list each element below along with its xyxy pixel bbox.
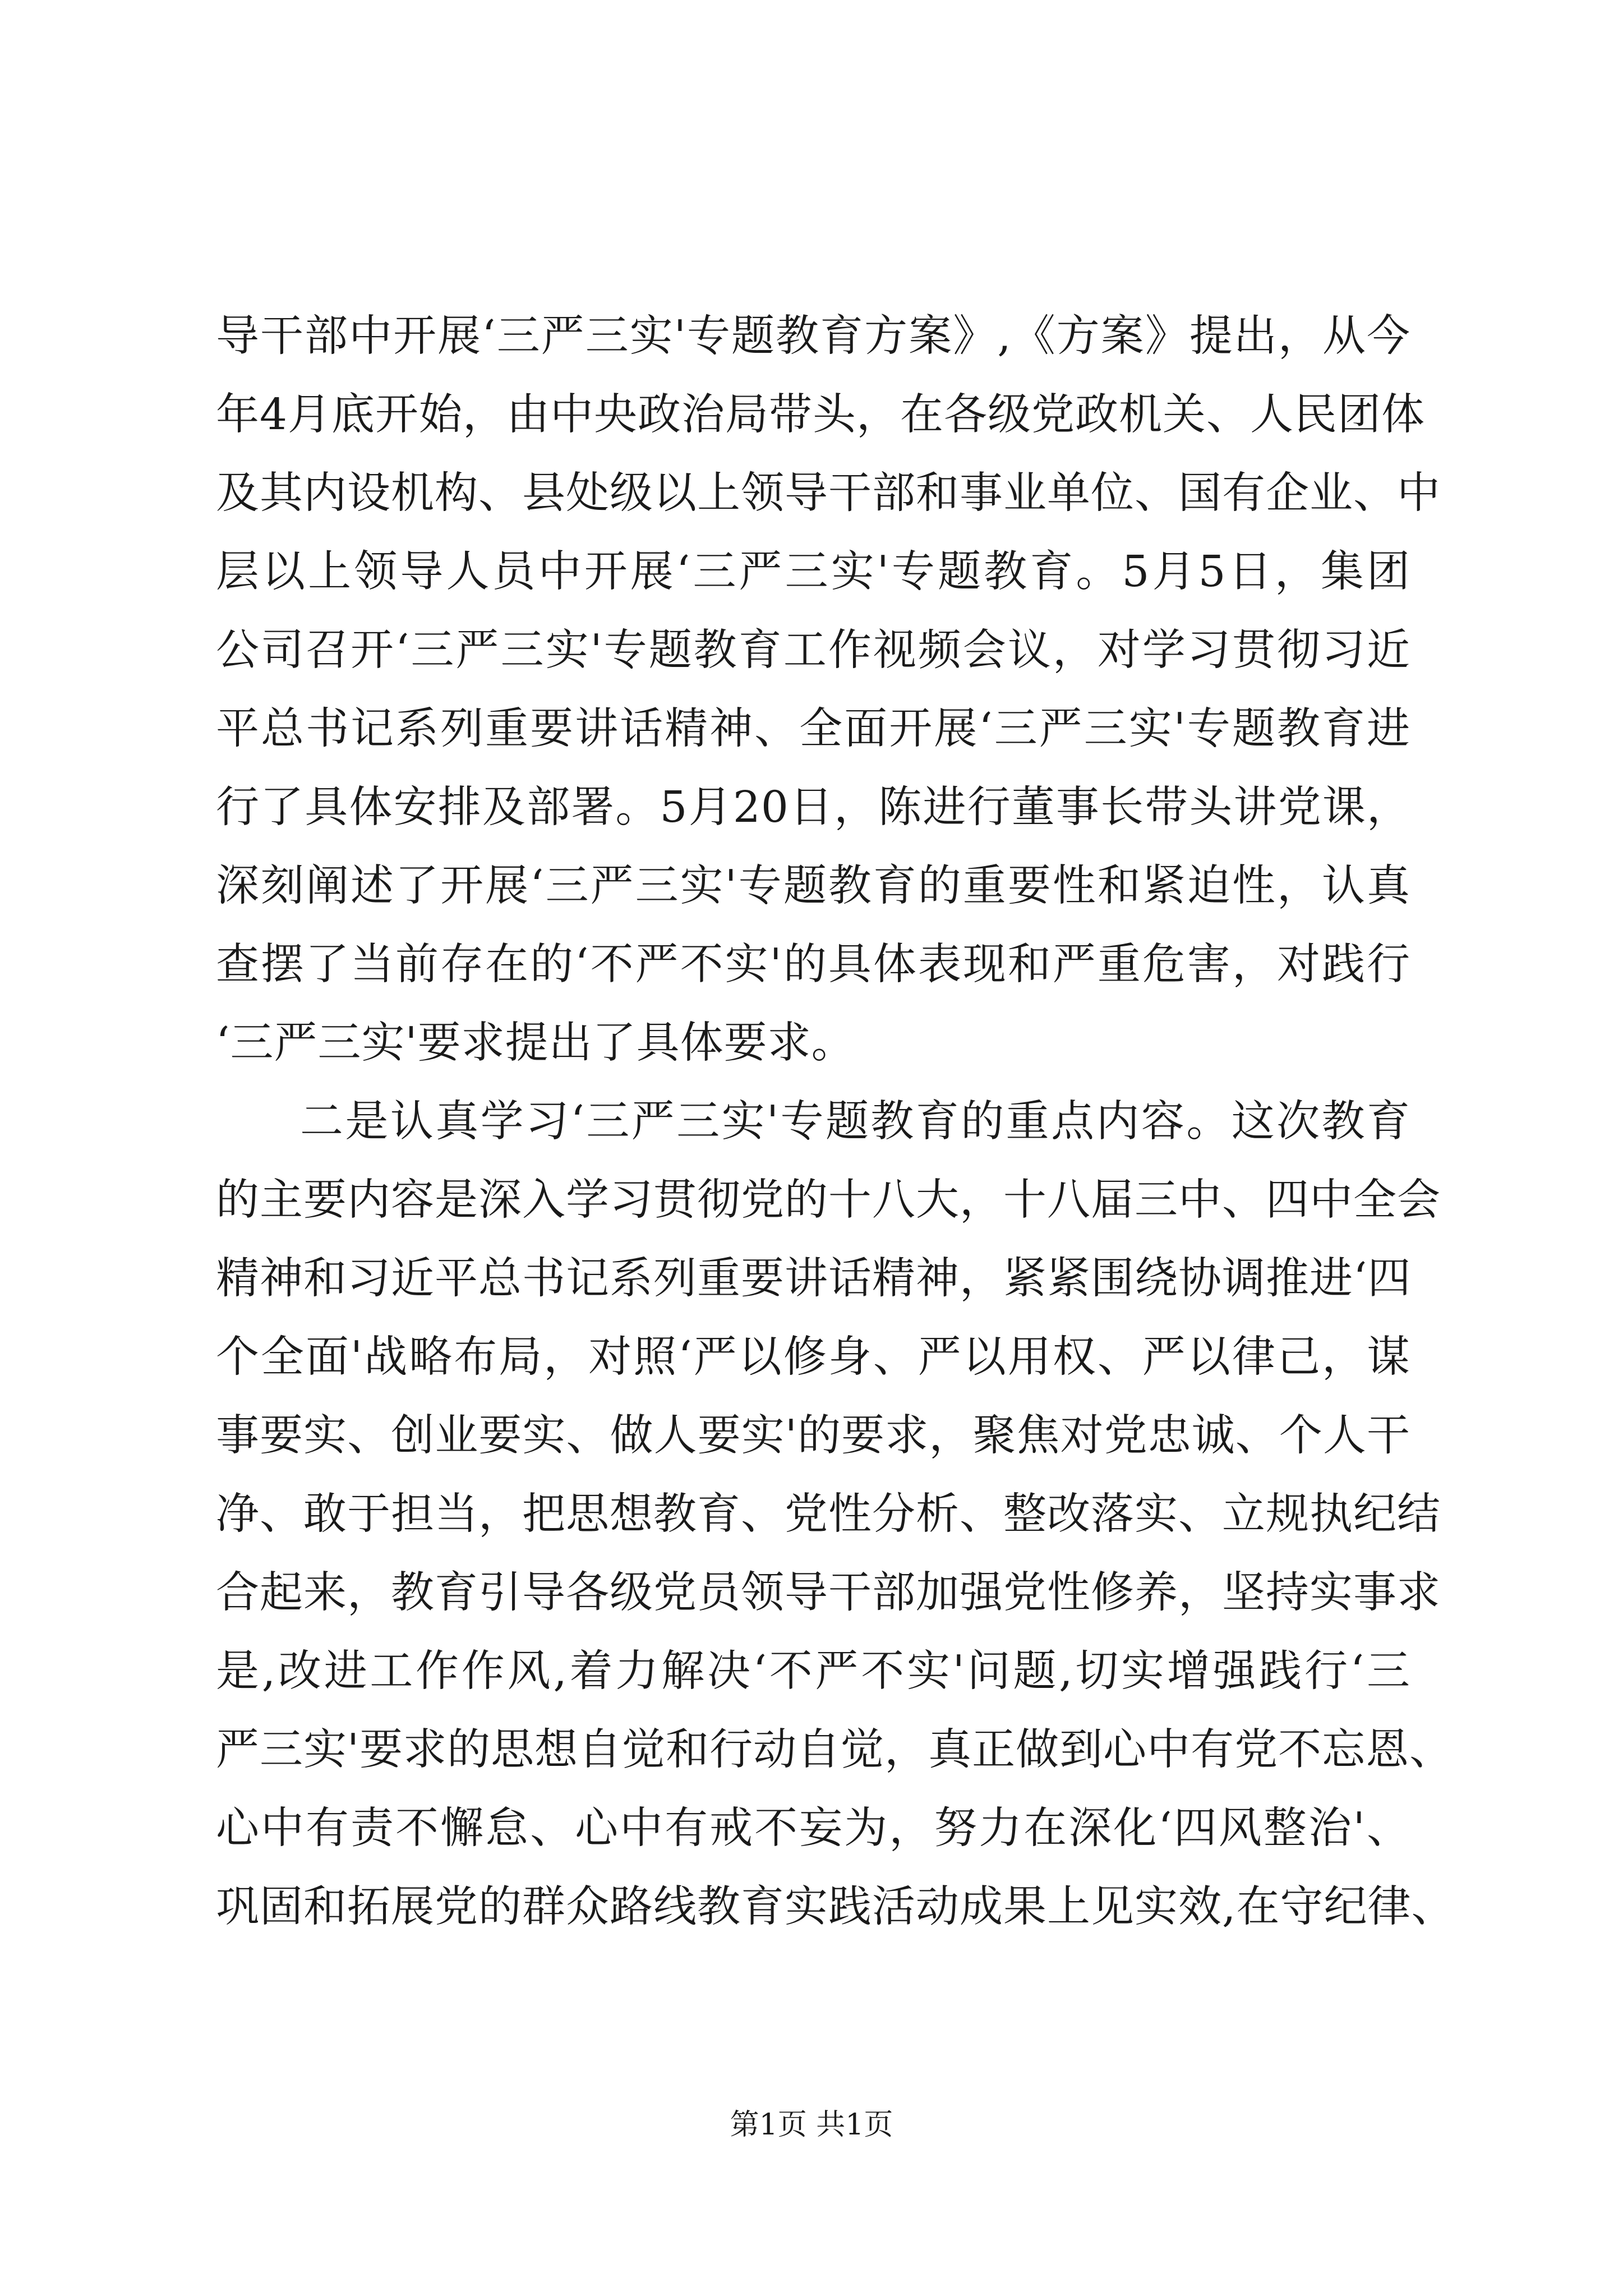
paragraph-1 <box>216 297 1441 1083</box>
text-line: 的主要内容是深入学习贯彻党的十八大，十八届三中、四中全会 <box>216 1175 1441 1225</box>
text-line: 年4月底开始，由中央政治局带头，在各级党政机关、人民团体 <box>216 390 1425 440</box>
text-line: 心中有责不懈怠、心中有戒不妄为，努力在深化‘四风整治'、 <box>216 1803 1410 1853</box>
text-line: 公司召开‘三严三实'专题教育工作视频会议，对学习贯彻习近 <box>216 625 1410 675</box>
text-line: 层以上领导人员中开展‘三严三实'专题教育。5月5日，集团 <box>216 547 1410 597</box>
text-line: 二是认真学习‘三严三实'专题教育的重点内容。这次教育 <box>300 1097 1410 1147</box>
text-line: 精神和习近平总书记系列重要讲话精神，紧紧围绕协调推进‘四 <box>216 1254 1412 1304</box>
page-number-footer: 第1页 共1页 <box>730 2108 893 2142</box>
text-line: 及其内设机构、县处级以上领导干部和事业单位、国有企业、中 <box>216 468 1441 518</box>
text-line: 个全面'战略布局，对照‘严以修身、严以用权、严以律己，谋 <box>216 1332 1410 1382</box>
text-line: 巩固和拓展党的群众路线教育实践活动成果上见实效,在守纪律、 <box>216 1882 1455 1932</box>
text-line: 严三实'要求的思想自觉和行动自觉，真正做到心中有党不忘恩、 <box>216 1725 1454 1775</box>
text-line: 导干部中开展‘三严三实'专题教育方案》,《方案》提出，从今 <box>216 311 1410 361</box>
text-line: 是,改进工作作风,着力解决‘不严不实'问题,切实增强践行‘三 <box>216 1646 1410 1696</box>
text-line: 行了具体安排及部署。5月20日，陈进行董事长带头讲党课， <box>216 783 1410 832</box>
text-line: 查摆了当前存在的‘不严不实'的具体表现和严重危害，对践行 <box>216 940 1410 990</box>
text-line: 深刻阐述了开展‘三严三实'专题教育的重要性和紧迫性，认真 <box>216 861 1410 911</box>
text-line: 合起来，教育引导各级党员领导干部加强党性修养，坚持实事求 <box>216 1568 1441 1618</box>
text-line: 事要实、创业要实、做人要实'的要求，聚焦对党忠诚、个人干 <box>216 1411 1410 1461</box>
text-line: 净、敢于担当，把思想教育、党性分析、整改落实、立规执纪结 <box>216 1489 1441 1539</box>
body-text <box>216 297 1455 1947</box>
paragraph-2 <box>216 1083 1455 1947</box>
text-line: ‘三严三实'要求提出了具体要求。 <box>216 1018 855 1068</box>
text-line: 平总书记系列重要讲话精神、全面开展‘三严三实'专题教育进 <box>216 704 1410 754</box>
